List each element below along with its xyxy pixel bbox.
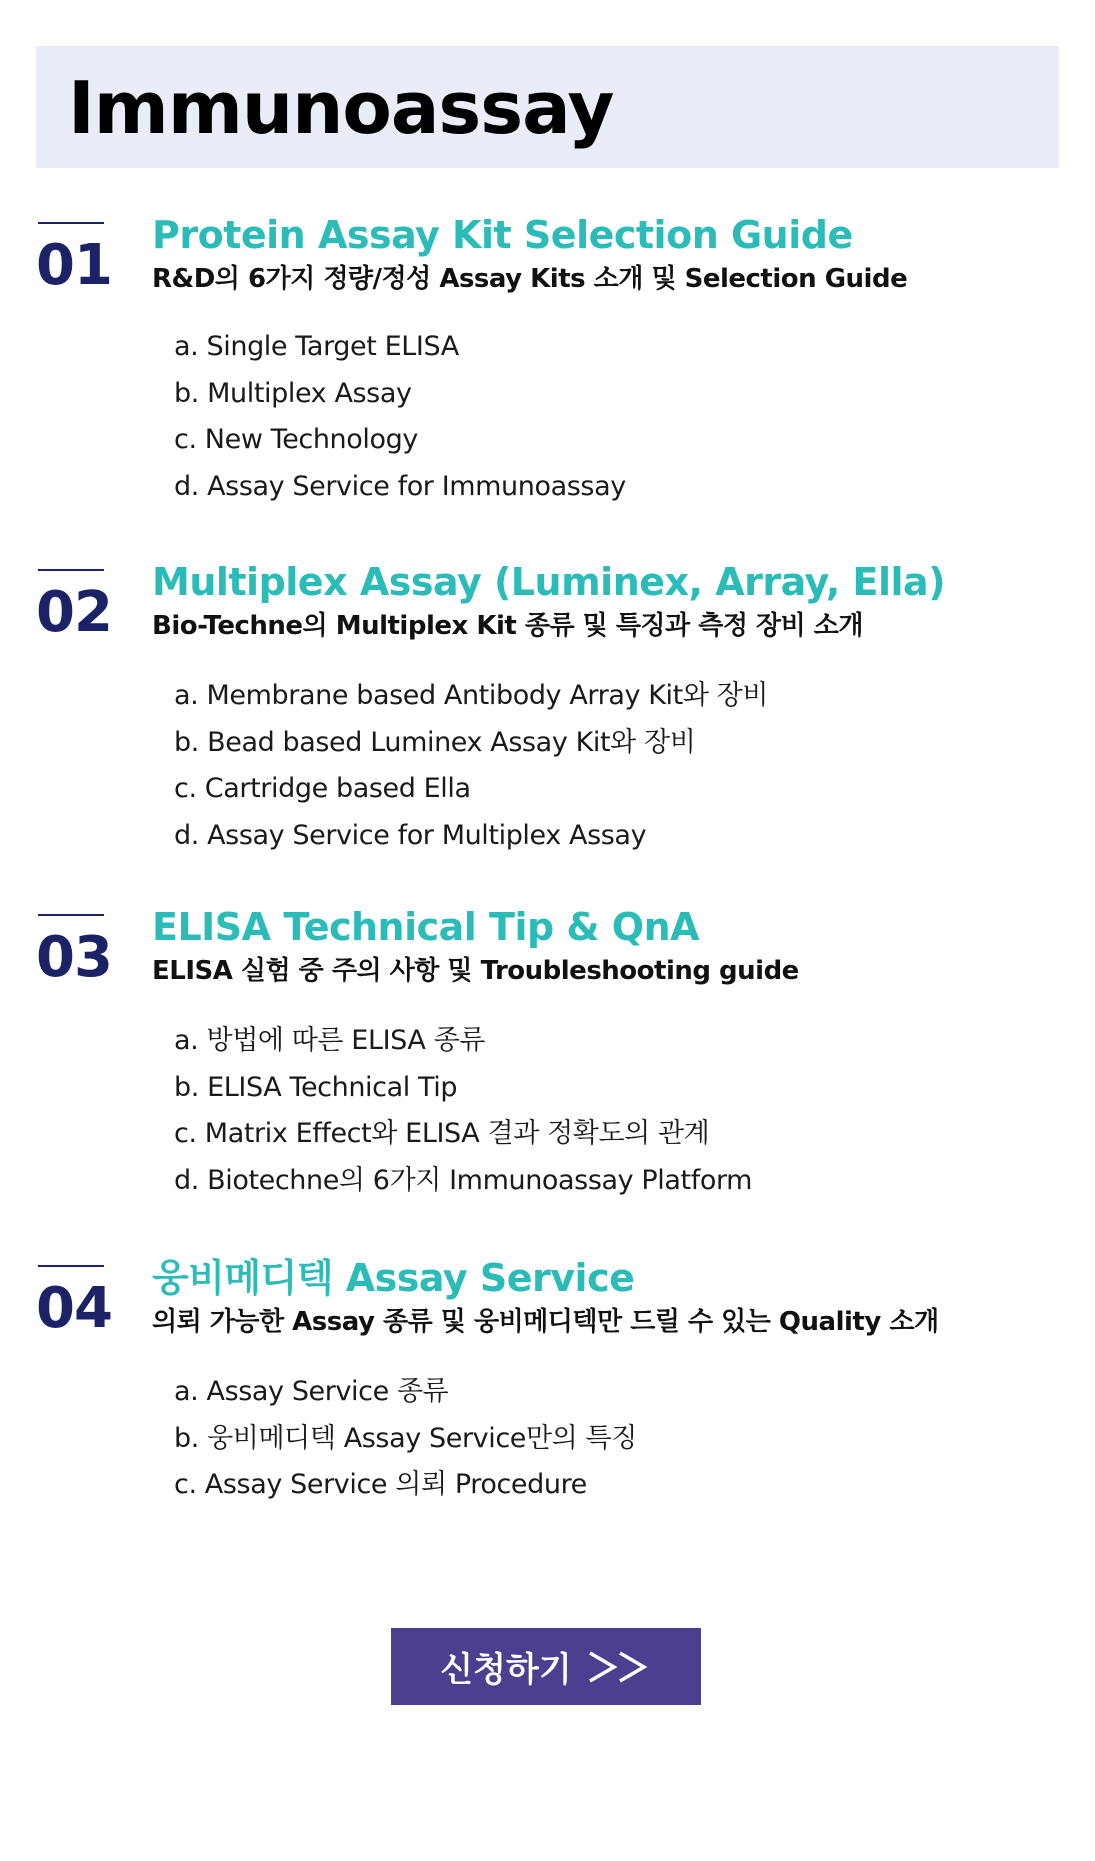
section-subtitle: 의뢰 가능한 Assay 종류 및 웅비메디텍만 드릴 수 있는 Quality 소개: [152, 1307, 939, 1337]
section-subtitle: R&D의 6가지 정량/정성 Assay Kits 소개 및 Selection Guide: [152, 264, 908, 294]
section-number: 04: [36, 1276, 112, 1341]
section-title[interactable]: Multiplex Assay (Luminex, Array, Ella): [152, 560, 946, 604]
double-chevron-right-icon: [586, 1650, 652, 1684]
list-item: a. 방법에 따른 ELISA 종류: [174, 1025, 486, 1056]
section-number: 02: [36, 580, 112, 645]
section-item-list: [174, 1018, 752, 1204]
list-item: c. Cartridge based Ella: [174, 773, 471, 804]
list-item: b. ELISA Technical Tip: [174, 1071, 458, 1103]
section-subtitle: Bio-Techne의 Multiplex Kit 종류 및 특징과 측정 장비 소개: [152, 611, 864, 641]
section-number-rule: [38, 914, 104, 916]
section-title[interactable]: Protein Assay Kit Selection Guide: [152, 213, 853, 257]
list-item: c. Matrix Effect와 ELISA 결과 정확도의 관계: [174, 1118, 710, 1149]
section-number-rule: [38, 222, 104, 224]
section-number: 03: [36, 925, 112, 990]
section-number-rule: [38, 569, 104, 571]
section-number: 01: [36, 233, 112, 298]
list-item: d. Assay Service for Immunoassay: [174, 470, 626, 502]
list-item: b. Multiplex Assay: [174, 377, 412, 409]
list-item: a. Single Target ELISA: [174, 331, 459, 362]
list-item: c. Assay Service 의뢰 Procedure: [174, 1469, 587, 1500]
list-item: d. Biotechne의 6가지 Immunoassay Platform: [174, 1164, 753, 1196]
section-item-list: [174, 1369, 637, 1509]
section-item-list: [174, 324, 626, 510]
apply-button[interactable]: [391, 1628, 701, 1705]
list-item: b. 웅비메디텍 Assay Service만의 특징: [174, 1422, 637, 1454]
list-item: d. Assay Service for Multiplex Assay: [174, 819, 647, 851]
list-item: b. Bead based Luminex Assay Kit와 장비: [174, 726, 696, 758]
section-title[interactable]: ELISA Technical Tip & QnA: [152, 905, 700, 949]
section-title[interactable]: 웅비메디텍 Assay Service: [152, 1256, 635, 1300]
list-item: a. Assay Service 종류: [174, 1376, 449, 1407]
section-subtitle: ELISA 실험 중 주의 사항 및 Troubleshooting guide: [152, 956, 799, 986]
list-item: a. Membrane based Antibody Array Kit와 장비: [174, 680, 769, 711]
page-title: Immunoassay: [68, 66, 614, 150]
apply-button-label: 신청하기: [440, 1650, 572, 1690]
section-item-list: [174, 673, 768, 859]
list-item: c. New Technology: [174, 424, 418, 455]
section-number-rule: [38, 1265, 104, 1267]
